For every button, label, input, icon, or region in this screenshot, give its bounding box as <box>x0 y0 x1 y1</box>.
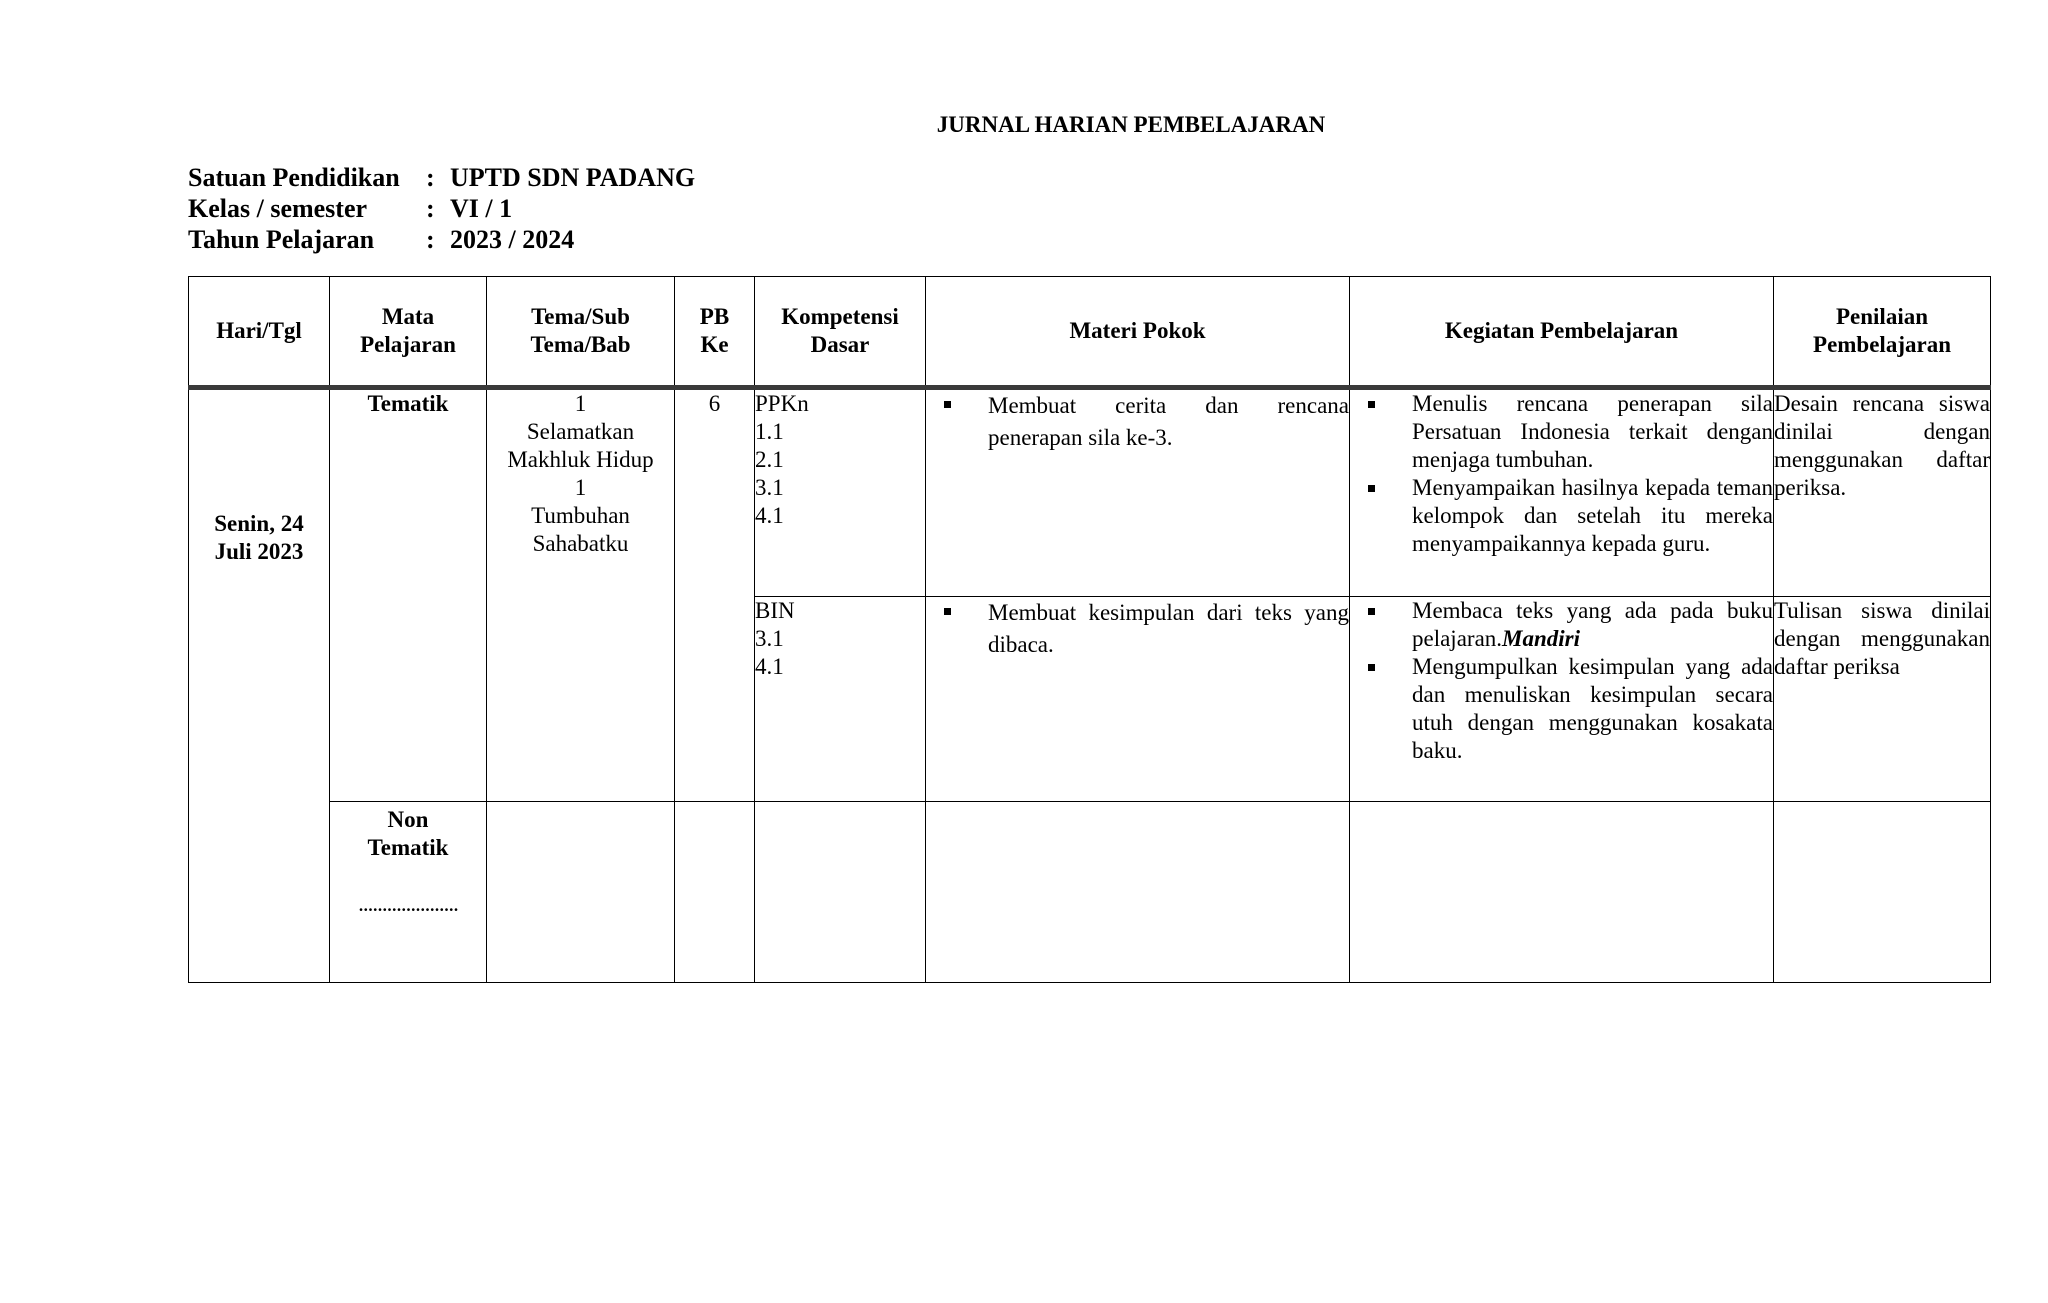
empty-cell <box>755 802 926 983</box>
document-title: JURNAL HARIAN PEMBELAJARAN <box>936 112 1326 137</box>
meta-colon: : <box>426 194 435 223</box>
meta-value: VI / 1 <box>450 194 513 223</box>
non-tematik-cell: Non Tematik ..................... <box>330 802 487 983</box>
penilaian-cell: Desain rencana siswa dinilai dengan menggunakan daftar periksa. <box>1774 388 1991 597</box>
table-row <box>189 802 1991 983</box>
meta-row-class <box>188 193 695 224</box>
header-materi: Materi Pokok <box>926 277 1350 388</box>
meta-colon: : <box>426 163 435 192</box>
materi-cell <box>926 597 1350 802</box>
header-kegiatan: Kegiatan Pembelajaran <box>1350 277 1774 388</box>
document-meta <box>188 162 695 255</box>
table-row <box>189 388 1991 597</box>
empty-cell <box>926 802 1350 983</box>
empty-cell <box>1774 802 1991 983</box>
list-item: Menulis rencana penerapan sila Persatuan Indonesia terkait dengan menjaga tumbuhan. <box>1350 390 1773 474</box>
kd-cell-bin: BIN 3.1 4.1 <box>755 597 926 802</box>
kegiatan-cell <box>1350 597 1774 802</box>
meta-value: UPTD SDN PADANG <box>450 163 696 192</box>
meta-key: Satuan Pendidikan <box>188 163 400 192</box>
meta-key: Kelas / semester <box>188 194 368 223</box>
list-item: Membuat cerita dan rencana penerapan sila ke-3. <box>926 390 1349 454</box>
kegiatan-cell <box>1350 388 1774 597</box>
header-kd: Kompetensi Dasar <box>755 277 926 388</box>
meta-row-school <box>188 162 695 193</box>
list-item: Membaca teks yang ada pada buku pelajaran.Mandiri <box>1350 597 1773 653</box>
penilaian-cell: Tulisan siswa dinilai dengan menggunakan daftar periksa <box>1774 597 1991 802</box>
empty-cell <box>675 802 755 983</box>
empty-cell <box>1350 802 1774 983</box>
header-row <box>189 277 1991 388</box>
list-item: Mengumpulkan kesimpulan yang ada dan menuliskan kesimpulan secara utuh dengan menggunakan kosakata baku. <box>1350 653 1773 765</box>
kd-cell-ppkn: PPKn 1.1 2.1 3.1 4.1 <box>755 388 926 597</box>
header-theme: Tema/Sub Tema/Bab <box>487 277 675 388</box>
journal-table <box>188 276 1991 983</box>
meta-value: 2023 / 2024 <box>450 225 575 254</box>
empty-cell <box>487 802 675 983</box>
meta-key: Tahun Pelajaran <box>188 225 375 254</box>
header-day: Hari/Tgl <box>189 277 330 388</box>
header-subject: Mata Pelajaran <box>330 277 487 388</box>
meta-row-year <box>188 224 695 255</box>
day-cell: Senin, 24 Juli 2023 <box>189 388 330 983</box>
list-item: Menyampaikan hasilnya kepada teman kelompok dan setelah itu mereka menyampaikannya kepada guru. <box>1350 474 1773 558</box>
theme-cell: 1 Selamatkan Makhluk Hidup 1 Tumbuhan Sahabatku <box>487 388 675 802</box>
header-pb: PB Ke <box>675 277 755 388</box>
list-item: Membuat kesimpulan dari teks yang dibaca. <box>926 597 1349 661</box>
pb-cell: 6 <box>675 388 755 802</box>
meta-colon: : <box>426 225 435 254</box>
materi-cell <box>926 388 1350 597</box>
subject-cell: Tematik <box>330 388 487 802</box>
header-penilaian: Penilaian Pembelajaran <box>1774 277 1991 388</box>
